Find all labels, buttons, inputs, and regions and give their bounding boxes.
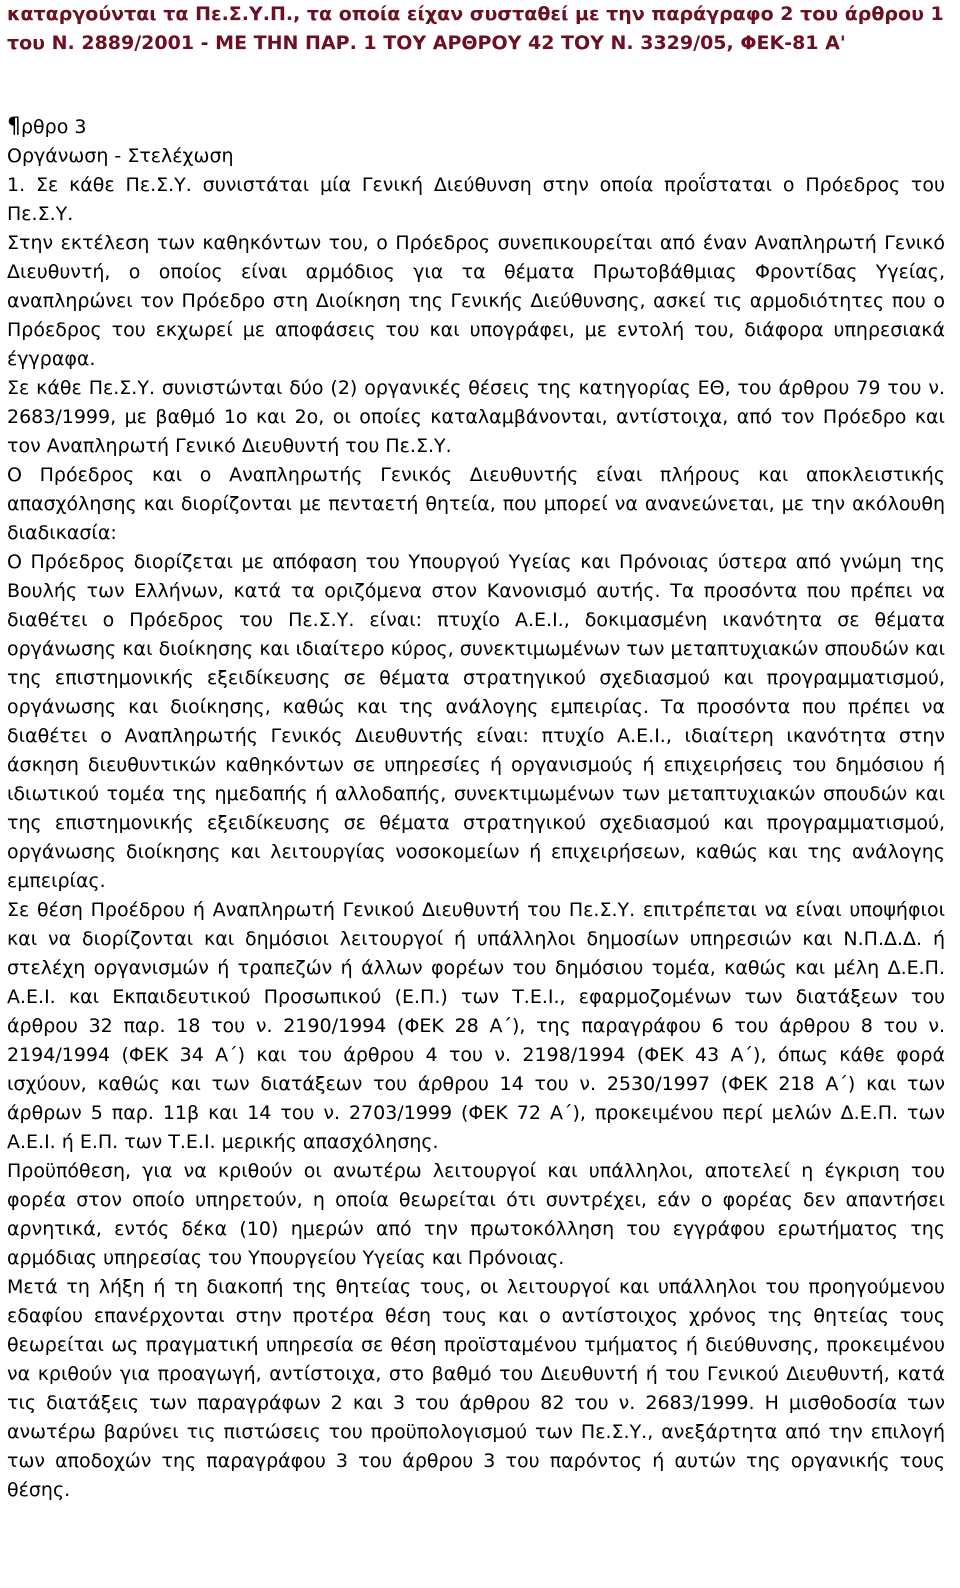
paragraph-5: Ο Πρόεδρος διορίζεται με απόφαση του Υπουργού Υγείας και Πρόνοιας ύστερα από γνώμη της Βουλής των Ελλήνων, κατά τα οριζόμενα στον Κανονισμό αυτής. Τα προσόντα που πρέπει να διαθέτει ο Πρόεδρος του Πε.Σ.Υ. είναι: πτυχίο Α.Ε.Ι., δοκιμασμένη ικανότητα σε θέματα οργάνωσης και διοίκησης και ιδιαίτερο κύρος, συνεκτιμωμένων των μεταπτυχιακών σπουδών και της επιστημονικής εξειδίκευσης σε θέματα στρατηγικού σχεδιασμού και προγραμματισμού, οργάνωσης και διοίκησης, καθώς και της ανάλογης εμπειρίας. Τα προσόντα που πρέπει να διαθέτει ο Αναπληρωτής Γενικός Διευθυντής είναι: πτυχίο Α.Ε.Ι., ιδιαίτερη ικανότητα στην άσκηση διευθυντικών καθηκόντων σε υπηρεσίες ή οργανισμούς ή επιχειρήσεις του δημόσιου ή ιδιωτικού τομέα της ημεδαπής ή αλλοδαπής, συνεκτιμωμένων των μεταπτυχιακών σπουδών και της επιστημονικής εξειδίκευσης σε θέματα στρατηγικού σχεδιασμού και προγραμματισμού, οργάνωσης διοίκησης και λειτουργίας νοσοκομείων ή επιχειρήσεων, καθώς και της ανάλογης εμπειρίας. bbox=[7, 551, 945, 892]
pilcrow-icon: ¶ bbox=[7, 114, 21, 139]
paragraph-4: Ο Πρόεδρος και ο Αναπληρωτής Γενικός Διευθυντής είναι πλήρους και αποκλειστικής απασχόλησης και διορίζονται με πενταετή θητεία, που μπορεί να ανανεώνεται, με την ακόλουθη διαδικασία: bbox=[7, 464, 945, 544]
article-number: ρθρο 3 bbox=[21, 116, 87, 138]
paragraph-3: Σε κάθε Πε.Σ.Υ. συνιστώνται δύο (2) οργανικές θέσεις της κατηγορίας ΕΘ, του άρθρου 79 του ν. 2683/1999, με βαθμό 1ο και 2ο, οι οποίες καταλαμβάνονται, αντίστοιχα, από τον Πρόεδρο και τον Αναπληρωτή Γενικό Διευθυντή του Πε.Σ.Υ. bbox=[7, 377, 945, 457]
document-page bbox=[7, 0, 945, 1505]
paragraph-7: Προϋπόθεση, για να κριθούν οι ανωτέρω λειτουργοί και υπάλληλοι, αποτελεί η έγκριση του φορέα στον οποίο υπηρετούν, η οποία θεωρείται ότι συντρέχει, εάν ο φορέας δεν απαντήσει αρνητικά, εντός δέκα (10) ημερών από την πρωτοκόλληση του εγγράφου ερωτήματος της αρμόδιας υπηρεσίας του Υπουργείου Υγείας και Πρόνοιας. bbox=[7, 1160, 945, 1269]
paragraph-2: Στην εκτέλεση των καθηκόντων του, ο Πρόεδρος συνεπικουρείται από έναν Αναπληρωτή Γενικό Διευθυντή, ο οποίος είναι αρμόδιος για τα θέματα Πρωτοβάθμιας Φροντίδας Υγείας, αναπληρώνει τον Πρόεδρο στη Διοίκηση της Γενικής Διεύθυνσης, ασκεί τις αρμοδιότητες που ο Πρόεδρος του εκχωρεί με αποφάσεις του και υπογράφει, με εντολή του, διάφορα υπηρεσιακά έγγραφα. bbox=[7, 232, 945, 370]
header-bold-text: καταργούνται τα Πε.Σ.Υ.Π., τα οποία είχαν συσταθεί με την παράγραφο 2 του άρθρου 1 του Ν. 2889/2001 - ΜΕ ΤΗΝ ΠΑΡ. 1 ΤΟΥ ΑΡΘΡΟΥ 42 ΤΟΥ Ν. 3329/05, ΦΕΚ-81 Α' bbox=[7, 3, 944, 54]
vertical-spacer bbox=[7, 58, 945, 112]
article-number-line bbox=[7, 112, 945, 142]
paragraph-6: Σε θέση Προέδρου ή Αναπληρωτή Γενικού Διευθυντή του Πε.Σ.Υ. επιτρέπεται να είναι υποψήφιοι και να διορίζονται και δημόσιοι λειτουργοί ή υπάλληλοι δημοσίων υπηρεσιών και Ν.Π.Δ.Δ. ή στελέχη οργανισμών ή τραπεζών ή άλλων φορέων του δημόσιου τομέα, καθώς και μέλη Δ.Ε.Π. Α.Ε.Ι. και Εκπαιδευτικού Προσωπικού (Ε.Π.) των Τ.Ε.Ι., εφαρμοζομένων των διατάξεων του άρθρου 32 παρ. 18 του ν. 2190/1994 (ΦΕΚ 28 Α΄), της παραγράφου 6 του άρθρου 8 του ν. 2194/1994 (ΦΕΚ 34 Α΄) και του άρθρου 4 του ν. 2198/1994 (ΦΕΚ 43 Α΄), όπως κάθε φορά ισχύουν, καθώς και των διατάξεων του άρθρου 14 του ν. 2530/1997 (ΦΕΚ 218 Α΄) και των άρθρων 5 παρ. 11β και 14 του ν. 2703/1999 (ΦΕΚ 72 Α΄), προκειμένου περί μελών Δ.Ε.Π. των Α.Ε.Ι. ή Ε.Π. των Τ.Ε.Ι. μερικής απασχόλησης. bbox=[7, 899, 945, 1153]
article-title: Οργάνωση - Στελέχωση bbox=[7, 145, 234, 167]
paragraph-1: 1. Σε κάθε Πε.Σ.Υ. συνιστάται μία Γενική Διεύθυνση στην οποία προΐσταται ο Πρόεδρος του Πε.Σ.Υ. bbox=[7, 174, 945, 225]
paragraph-8: Μετά τη λήξη ή τη διακοπή της θητείας τους, οι λειτουργοί και υπάλληλοι του προηγούμενου εδαφίου επανέρχονται στην προτέρα θέση τους και ο αντίστοιχος χρόνος της θητείας τους θεωρείται ως πραγματική υπηρεσία σε θέση προϊσταμένου τμήματος ή διεύθυνσης, προκειμένου να κριθούν για προαγωγή, αντίστοιχα, στο βαθμό του Διευθυντή ή του Γενικού Διευθυντή, κατά τις διατάξεις των παραγράφων 2 και 3 του άρθρου 82 του ν. 2683/1999. Η μισθοδοσία των ανωτέρω βαρύνει τις πιστώσεις του προϋπολογισμού των Πε.Σ.Υ., ανεξάρτητα από την επιλογή των αποδοχών της παραγράφου 3 του άρθρου 3 του παρόντος ή αυτών της οργανικής τους θέσης. bbox=[7, 1276, 945, 1501]
